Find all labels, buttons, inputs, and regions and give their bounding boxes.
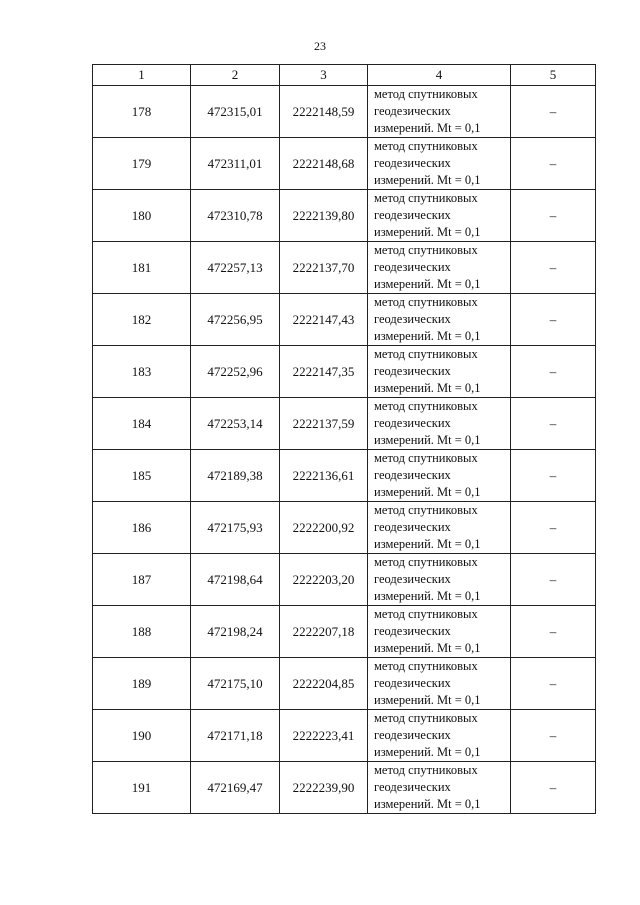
method-line: измерений. Mt = 0,1 (374, 225, 481, 239)
note-cell: – (511, 346, 596, 398)
method-line: метод спутниковых (374, 711, 478, 725)
point-number-cell: 186 (93, 502, 191, 554)
table-row (93, 658, 596, 710)
method-line: геодезических (374, 364, 451, 378)
y-coordinate-cell: 2222136,61 (280, 450, 368, 502)
y-coordinate-cell: 2222148,68 (280, 138, 368, 190)
method-line: метод спутниковых (374, 451, 478, 465)
method-cell (368, 658, 511, 710)
note-cell: – (511, 450, 596, 502)
note-cell: – (511, 554, 596, 606)
method-cell (368, 346, 511, 398)
point-number-cell: 185 (93, 450, 191, 502)
table-row (93, 398, 596, 450)
method-cell (368, 762, 511, 814)
table-row (93, 450, 596, 502)
point-number-cell: 184 (93, 398, 191, 450)
method-line: измерений. Mt = 0,1 (374, 433, 481, 447)
note-cell: – (511, 658, 596, 710)
point-number-cell: 187 (93, 554, 191, 606)
method-line: измерений. Mt = 0,1 (374, 693, 481, 707)
method-line: метод спутниковых (374, 87, 478, 101)
table-row (93, 190, 596, 242)
table-row (93, 242, 596, 294)
point-number-cell: 178 (93, 86, 191, 138)
table-body (93, 86, 596, 814)
method-cell (368, 86, 511, 138)
page-number: 23 (314, 39, 326, 53)
method-line: метод спутниковых (374, 399, 478, 413)
note-cell: – (511, 242, 596, 294)
x-coordinate-cell: 472171,18 (191, 710, 280, 762)
point-number-cell: 181 (93, 242, 191, 294)
note-cell: – (511, 294, 596, 346)
note-cell: – (511, 762, 596, 814)
method-line: метод спутниковых (374, 763, 478, 777)
y-coordinate-cell: 2222223,41 (280, 710, 368, 762)
note-cell: – (511, 710, 596, 762)
header-col-1: 1 (93, 65, 191, 86)
method-line: измерений. Mt = 0,1 (374, 537, 481, 551)
header-col-2: 2 (191, 65, 280, 86)
method-line: геодезических (374, 468, 451, 482)
point-number-cell: 191 (93, 762, 191, 814)
method-line: измерений. Mt = 0,1 (374, 589, 481, 603)
y-coordinate-cell: 2222207,18 (280, 606, 368, 658)
note-cell: – (511, 190, 596, 242)
method-line: метод спутниковых (374, 139, 478, 153)
x-coordinate-cell: 472198,64 (191, 554, 280, 606)
table-row (93, 762, 596, 814)
x-coordinate-cell: 472315,01 (191, 86, 280, 138)
header-row (93, 65, 596, 86)
table-header (93, 65, 596, 86)
method-line: измерений. Mt = 0,1 (374, 641, 481, 655)
y-coordinate-cell: 2222139,80 (280, 190, 368, 242)
method-cell (368, 398, 511, 450)
method-line: геодезических (374, 312, 451, 326)
table-row (93, 606, 596, 658)
point-number-cell: 189 (93, 658, 191, 710)
x-coordinate-cell: 472252,96 (191, 346, 280, 398)
method-line: геодезических (374, 624, 451, 638)
method-cell (368, 190, 511, 242)
x-coordinate-cell: 472175,93 (191, 502, 280, 554)
method-line: метод спутниковых (374, 607, 478, 621)
method-line: геодезических (374, 572, 451, 586)
x-coordinate-cell: 472311,01 (191, 138, 280, 190)
table-row (93, 710, 596, 762)
method-line: метод спутниковых (374, 503, 478, 517)
x-coordinate-cell: 472256,95 (191, 294, 280, 346)
x-coordinate-cell: 472175,10 (191, 658, 280, 710)
x-coordinate-cell: 472189,38 (191, 450, 280, 502)
y-coordinate-cell: 2222147,35 (280, 346, 368, 398)
method-line: метод спутниковых (374, 243, 478, 257)
method-line: измерений. Mt = 0,1 (374, 121, 481, 135)
header-col-3: 3 (280, 65, 368, 86)
x-coordinate-cell: 472310,78 (191, 190, 280, 242)
method-line: геодезических (374, 104, 451, 118)
method-line: измерений. Mt = 0,1 (374, 381, 481, 395)
method-cell (368, 710, 511, 762)
method-line: метод спутниковых (374, 295, 478, 309)
point-number-cell: 183 (93, 346, 191, 398)
header-col-5: 5 (511, 65, 596, 86)
table-row (93, 554, 596, 606)
coordinates-table (92, 64, 596, 814)
method-line: геодезических (374, 208, 451, 222)
method-line: геодезических (374, 676, 451, 690)
method-line: измерений. Mt = 0,1 (374, 485, 481, 499)
point-number-cell: 182 (93, 294, 191, 346)
point-number-cell: 188 (93, 606, 191, 658)
method-line: геодезических (374, 728, 451, 742)
y-coordinate-cell: 2222239,90 (280, 762, 368, 814)
method-line: геодезических (374, 520, 451, 534)
point-number-cell: 180 (93, 190, 191, 242)
y-coordinate-cell: 2222147,43 (280, 294, 368, 346)
x-coordinate-cell: 472198,24 (191, 606, 280, 658)
method-line: геодезических (374, 156, 451, 170)
y-coordinate-cell: 2222137,59 (280, 398, 368, 450)
method-cell (368, 138, 511, 190)
header-col-4: 4 (368, 65, 511, 86)
x-coordinate-cell: 472169,47 (191, 762, 280, 814)
note-cell: – (511, 606, 596, 658)
method-cell (368, 294, 511, 346)
method-cell (368, 450, 511, 502)
method-line: измерений. Mt = 0,1 (374, 797, 481, 811)
note-cell: – (511, 398, 596, 450)
note-cell: – (511, 86, 596, 138)
y-coordinate-cell: 2222148,59 (280, 86, 368, 138)
y-coordinate-cell: 2222137,70 (280, 242, 368, 294)
table-row (93, 86, 596, 138)
method-cell (368, 242, 511, 294)
method-line: геодезических (374, 416, 451, 430)
method-line: метод спутниковых (374, 347, 478, 361)
table-row (93, 294, 596, 346)
method-line: измерений. Mt = 0,1 (374, 329, 481, 343)
x-coordinate-cell: 472253,14 (191, 398, 280, 450)
method-line: метод спутниковых (374, 191, 478, 205)
y-coordinate-cell: 2222203,20 (280, 554, 368, 606)
y-coordinate-cell: 2222200,92 (280, 502, 368, 554)
note-cell: – (511, 502, 596, 554)
point-number-cell: 179 (93, 138, 191, 190)
method-line: измерений. Mt = 0,1 (374, 277, 481, 291)
method-cell (368, 554, 511, 606)
point-number-cell: 190 (93, 710, 191, 762)
method-line: измерений. Mt = 0,1 (374, 745, 481, 759)
method-line: метод спутниковых (374, 659, 478, 673)
method-line: измерений. Mt = 0,1 (374, 173, 481, 187)
method-line: метод спутниковых (374, 555, 478, 569)
note-cell: – (511, 138, 596, 190)
method-cell (368, 502, 511, 554)
method-line: геодезических (374, 260, 451, 274)
method-cell (368, 606, 511, 658)
method-line: геодезических (374, 780, 451, 794)
table-row (93, 138, 596, 190)
x-coordinate-cell: 472257,13 (191, 242, 280, 294)
y-coordinate-cell: 2222204,85 (280, 658, 368, 710)
table-row (93, 346, 596, 398)
table-row (93, 502, 596, 554)
